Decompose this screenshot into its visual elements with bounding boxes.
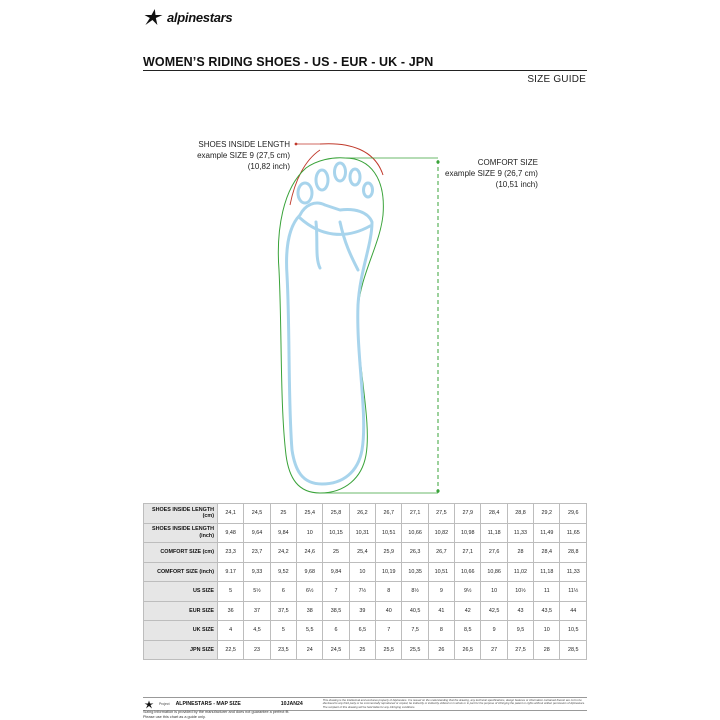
size-table-cell: 9,5 — [507, 621, 533, 641]
size-table-cell: 27,1 — [402, 504, 428, 524]
size-table-cell: 5½ — [244, 582, 270, 602]
size-table-cell: 6,5 — [349, 621, 375, 641]
size-table-cell: 7,5 — [402, 621, 428, 641]
size-table-cell: 37,5 — [270, 601, 296, 621]
size-table-cell: 42 — [455, 601, 481, 621]
size-table-cell: 42,5 — [481, 601, 507, 621]
size-table-cell: 24,1 — [218, 504, 244, 524]
size-table-cell: 22,5 — [218, 640, 244, 660]
size-table-cell: 11,65 — [560, 523, 587, 543]
size-table-cell: 24,2 — [270, 543, 296, 563]
size-table-cell: 9,33 — [244, 562, 270, 582]
size-table-cell: 11,02 — [507, 562, 533, 582]
size-table-cell: 23,7 — [244, 543, 270, 563]
size-table-cell: 7 — [323, 582, 349, 602]
footer-star-icon — [143, 700, 155, 709]
size-table-cell: 25 — [270, 504, 296, 524]
size-table-cell: 8 — [376, 582, 402, 602]
size-table-cell: 6½ — [297, 582, 323, 602]
size-table-cell: 25,5 — [402, 640, 428, 660]
size-table-row — [144, 601, 587, 621]
size-table-cell: 25 — [323, 543, 349, 563]
size-table-cell: 26,5 — [455, 640, 481, 660]
size-table-cell: 11,18 — [481, 523, 507, 543]
size-table-cell: 29,6 — [560, 504, 587, 524]
size-table-row-label: SHOES INSIDE LENGTH (inch) — [144, 523, 218, 543]
comfort-bottom-dot — [436, 489, 439, 492]
disclaimer-line-1: Sizing information is provided by the manufacturer and does not guarantee a perfect fit. — [143, 710, 290, 714]
size-table-cell: 28,4 — [481, 504, 507, 524]
size-table-cell: 26,3 — [402, 543, 428, 563]
size-table-cell: 9,48 — [218, 523, 244, 543]
size-table-row — [144, 504, 587, 524]
size-table-cell: 10 — [534, 621, 560, 641]
size-table-cell: 25,4 — [349, 543, 375, 563]
size-table-cell: 5 — [270, 621, 296, 641]
size-table-cell: 9½ — [455, 582, 481, 602]
size-table-cell: 29,2 — [534, 504, 560, 524]
size-table-cell: 10,98 — [455, 523, 481, 543]
size-table-cell: 9.17 — [218, 562, 244, 582]
size-table-cell: 10½ — [507, 582, 533, 602]
size-table-cell: 28,8 — [507, 504, 533, 524]
comfort-size-heading: COMFORT SIZE — [477, 158, 538, 167]
size-table-cell: 28,4 — [534, 543, 560, 563]
size-table-row — [144, 562, 587, 582]
size-table-cell: 38,5 — [323, 601, 349, 621]
size-table-cell: 10,51 — [428, 562, 454, 582]
size-table-cell: 10 — [297, 523, 323, 543]
size-table-cell: 10 — [481, 582, 507, 602]
size-table-row — [144, 582, 587, 602]
comfort-size-inch: (10,51 inch) — [495, 180, 538, 189]
footer-project-label: Project — [159, 702, 170, 706]
size-table-cell: 5 — [218, 582, 244, 602]
size-table-row — [144, 543, 587, 563]
size-table-cell: 28,5 — [560, 640, 587, 660]
size-table-cell: 10,82 — [428, 523, 454, 543]
size-table-cell: 10,51 — [376, 523, 402, 543]
size-table-cell: 26,2 — [349, 504, 375, 524]
footer-band — [143, 697, 587, 711]
size-table-cell: 24,5 — [323, 640, 349, 660]
inside-length-inch: (10,82 inch) — [247, 162, 290, 171]
size-table-cell: 10,66 — [402, 523, 428, 543]
page-subtitle: SIZE GUIDE — [527, 74, 586, 85]
size-table-cell: 27,6 — [481, 543, 507, 563]
size-table-cell: 23 — [244, 640, 270, 660]
brand-logo-text: alpinestars — [167, 9, 233, 25]
size-table-cell: 27,1 — [455, 543, 481, 563]
size-table-cell: 43,5 — [534, 601, 560, 621]
size-table-row-label: US SIZE — [144, 582, 218, 602]
size-table-cell: 11 — [534, 582, 560, 602]
size-table-cell: 27 — [481, 640, 507, 660]
size-table-cell: 9,84 — [323, 562, 349, 582]
size-table-cell: 6 — [323, 621, 349, 641]
disclaimer-line-2: Please use this chart as a guide only. — [143, 715, 206, 719]
size-table-cell: 38 — [297, 601, 323, 621]
inside-length-example: example SIZE 9 (27,5 cm) — [197, 151, 290, 160]
size-table-cell: 26 — [428, 640, 454, 660]
size-table-cell: 9 — [428, 582, 454, 602]
size-table-cell: 7 — [376, 621, 402, 641]
footer-date: 10JAN24 — [280, 701, 303, 707]
size-table-cell: 10,86 — [481, 562, 507, 582]
size-table-row-label: COMFORT SIZE (inch) — [144, 562, 218, 582]
footer-map-label: ALPINESTARS - MAP SIZE — [175, 701, 241, 707]
size-table-cell: 10,31 — [349, 523, 375, 543]
size-table-cell: 7½ — [349, 582, 375, 602]
size-table-row-label: COMFORT SIZE (cm) — [144, 543, 218, 563]
size-table-cell: 27,5 — [428, 504, 454, 524]
comfort-size-example: example SIZE 9 (26,7 cm) — [445, 169, 538, 178]
size-table-cell: 24 — [297, 640, 323, 660]
size-table-row-label: SHOES INSIDE LENGTH (cm) — [144, 504, 218, 524]
size-table-cell: 9,68 — [297, 562, 323, 582]
inside-length-callout — [197, 139, 290, 172]
size-table — [143, 503, 587, 660]
size-table-cell: 25,5 — [376, 640, 402, 660]
size-table-cell: 9,64 — [244, 523, 270, 543]
size-table-cell: 8 — [428, 621, 454, 641]
size-table-cell: 6 — [270, 582, 296, 602]
foot-shape — [287, 163, 373, 484]
size-table-cell: 28 — [534, 640, 560, 660]
size-table-row-label: JPN SIZE — [144, 640, 218, 660]
size-table-cell: 28 — [507, 543, 533, 563]
size-table-cell: 37 — [244, 601, 270, 621]
size-table-cell: 10,35 — [402, 562, 428, 582]
size-table-cell: 10,19 — [376, 562, 402, 582]
size-table-cell: 9,52 — [270, 562, 296, 582]
size-table-cell: 11,33 — [560, 562, 587, 582]
size-table-cell: 25,8 — [323, 504, 349, 524]
size-table-row-label: UK SIZE — [144, 621, 218, 641]
comfort-size-callout — [445, 157, 538, 190]
size-table-row — [144, 523, 587, 543]
size-table-cell: 25,4 — [297, 504, 323, 524]
size-table-row — [144, 621, 587, 641]
size-table-cell: 24,6 — [297, 543, 323, 563]
footer-legal-text: This drawing is the intellectual and exclusive property of Alpinestars. It is issued on the understanding that the drawing, any technical specifications, design features or information contained therein are not to be disclosed to any third party or be commercially reproduced or copied, be indirectly or indirectly utilized or in whole or in part for the purpose of infringing the patent or rights without written permission of Alpinestars. The recipient of this drawing will be held liable for any infringing conditions. — [322, 697, 585, 709]
disclaimer — [143, 710, 289, 720]
size-table-cell: 10,5 — [560, 621, 587, 641]
size-table-cell: 5,5 — [297, 621, 323, 641]
size-table-cell: 26,7 — [428, 543, 454, 563]
size-table-cell: 10 — [349, 562, 375, 582]
size-table-cell: 8,5 — [455, 621, 481, 641]
size-table-cell: 27,5 — [507, 640, 533, 660]
inside-length-heading: SHOES INSIDE LENGTH — [198, 140, 290, 149]
page-title: WOMEN’S RIDING SHOES - US - EUR - UK - JPN — [143, 55, 434, 69]
size-table-cell: 11,33 — [507, 523, 533, 543]
size-table-cell: 39 — [349, 601, 375, 621]
size-table-cell: 44 — [560, 601, 587, 621]
size-table-cell: 40,5 — [402, 601, 428, 621]
size-table-row — [144, 640, 587, 660]
size-table-row-label: EUR SIZE — [144, 601, 218, 621]
size-table-cell: 26,7 — [376, 504, 402, 524]
size-table-cell: 43 — [507, 601, 533, 621]
size-table-cell: 4 — [218, 621, 244, 641]
size-table-cell: 28,8 — [560, 543, 587, 563]
size-table-cell: 11½ — [560, 582, 587, 602]
size-table-cell: 11,49 — [534, 523, 560, 543]
size-table-cell: 36 — [218, 601, 244, 621]
size-table-cell: 9,84 — [270, 523, 296, 543]
size-table-cell: 10,15 — [323, 523, 349, 543]
size-table-cell: 27,9 — [455, 504, 481, 524]
size-table-cell: 25,9 — [376, 543, 402, 563]
size-table-cell: 40 — [376, 601, 402, 621]
size-table-cell: 4,5 — [244, 621, 270, 641]
size-table-cell: 23,3 — [218, 543, 244, 563]
size-table-cell: 8½ — [402, 582, 428, 602]
size-table-cell: 10,66 — [455, 562, 481, 582]
size-table-cell: 25 — [349, 640, 375, 660]
size-table-cell: 11,18 — [534, 562, 560, 582]
size-table-cell: 41 — [428, 601, 454, 621]
size-table-cell: 24,5 — [244, 504, 270, 524]
size-table-cell: 23,5 — [270, 640, 296, 660]
comfort-top-dot — [436, 160, 439, 163]
inside-length-pointer-dot — [295, 143, 298, 146]
size-table-cell: 9 — [481, 621, 507, 641]
